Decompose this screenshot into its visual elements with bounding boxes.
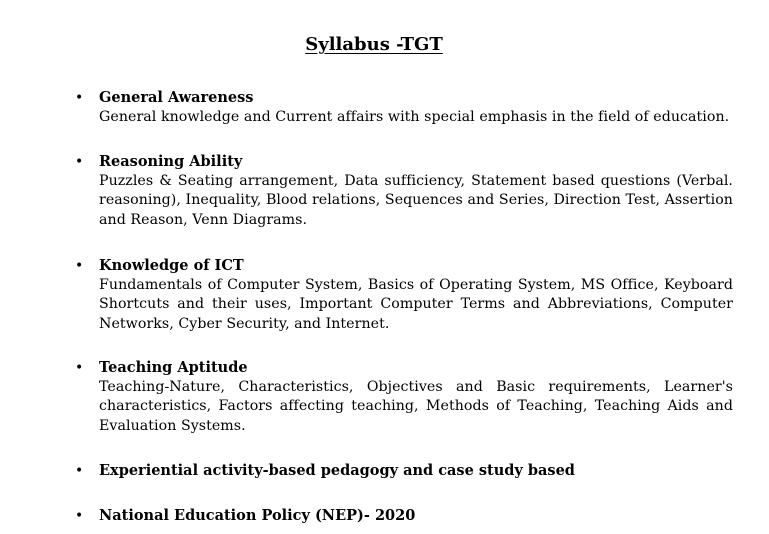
section-body: General knowledge and Current affairs with special emphasis in the field of education. — [99, 109, 730, 125]
bullet-icon: • — [75, 463, 84, 479]
list-item-nep-2020 — [75, 506, 733, 526]
section-body: Puzzles & Seating arrangement, Data sufficiency, Statement based questions (Verbal. reasoning), Inequality, Blood relations, Sequences and Series, Direction Test, Assertion and Reason, Venn Diagrams. — [99, 173, 733, 228]
bullet-icon: • — [75, 90, 84, 106]
section-body: Fundamentals of Computer System, Basics of Operating System, MS Office, Keyboard Shortcuts and their uses, Important Computer Terms and Abbreviations, Computer Networks, Cyber Security, and Internet. — [99, 277, 733, 332]
bullet-icon: • — [75, 154, 84, 170]
list-item-teaching-aptitude — [75, 358, 733, 436]
section-heading: General Awareness — [99, 89, 254, 106]
section-heading: Reasoning Ability — [99, 153, 243, 170]
list-item-reasoning-ability — [75, 152, 733, 230]
list-item-knowledge-of-ict — [75, 256, 733, 334]
list-item-general-awareness — [75, 88, 733, 127]
list-item-experiential-pedagogy — [75, 461, 733, 481]
section-heading: Knowledge of ICT — [99, 257, 244, 274]
bullet-icon: • — [75, 360, 84, 376]
bullet-icon: • — [75, 258, 84, 274]
section-heading: Experiential activity-based pedagogy and case study based — [99, 462, 575, 479]
page-title: Syllabus -TGT — [305, 34, 443, 55]
section-body: Teaching-Nature, Characteristics, Objectives and Basic requirements, Learner's characteristics, Factors affecting teaching, Methods of Teaching, Teaching Aids and Evaluation Systems. — [99, 379, 733, 434]
section-heading: National Education Policy (NEP)- 2020 — [99, 507, 416, 524]
section-heading: Teaching Aptitude — [99, 359, 248, 376]
bullet-icon: • — [75, 508, 84, 524]
